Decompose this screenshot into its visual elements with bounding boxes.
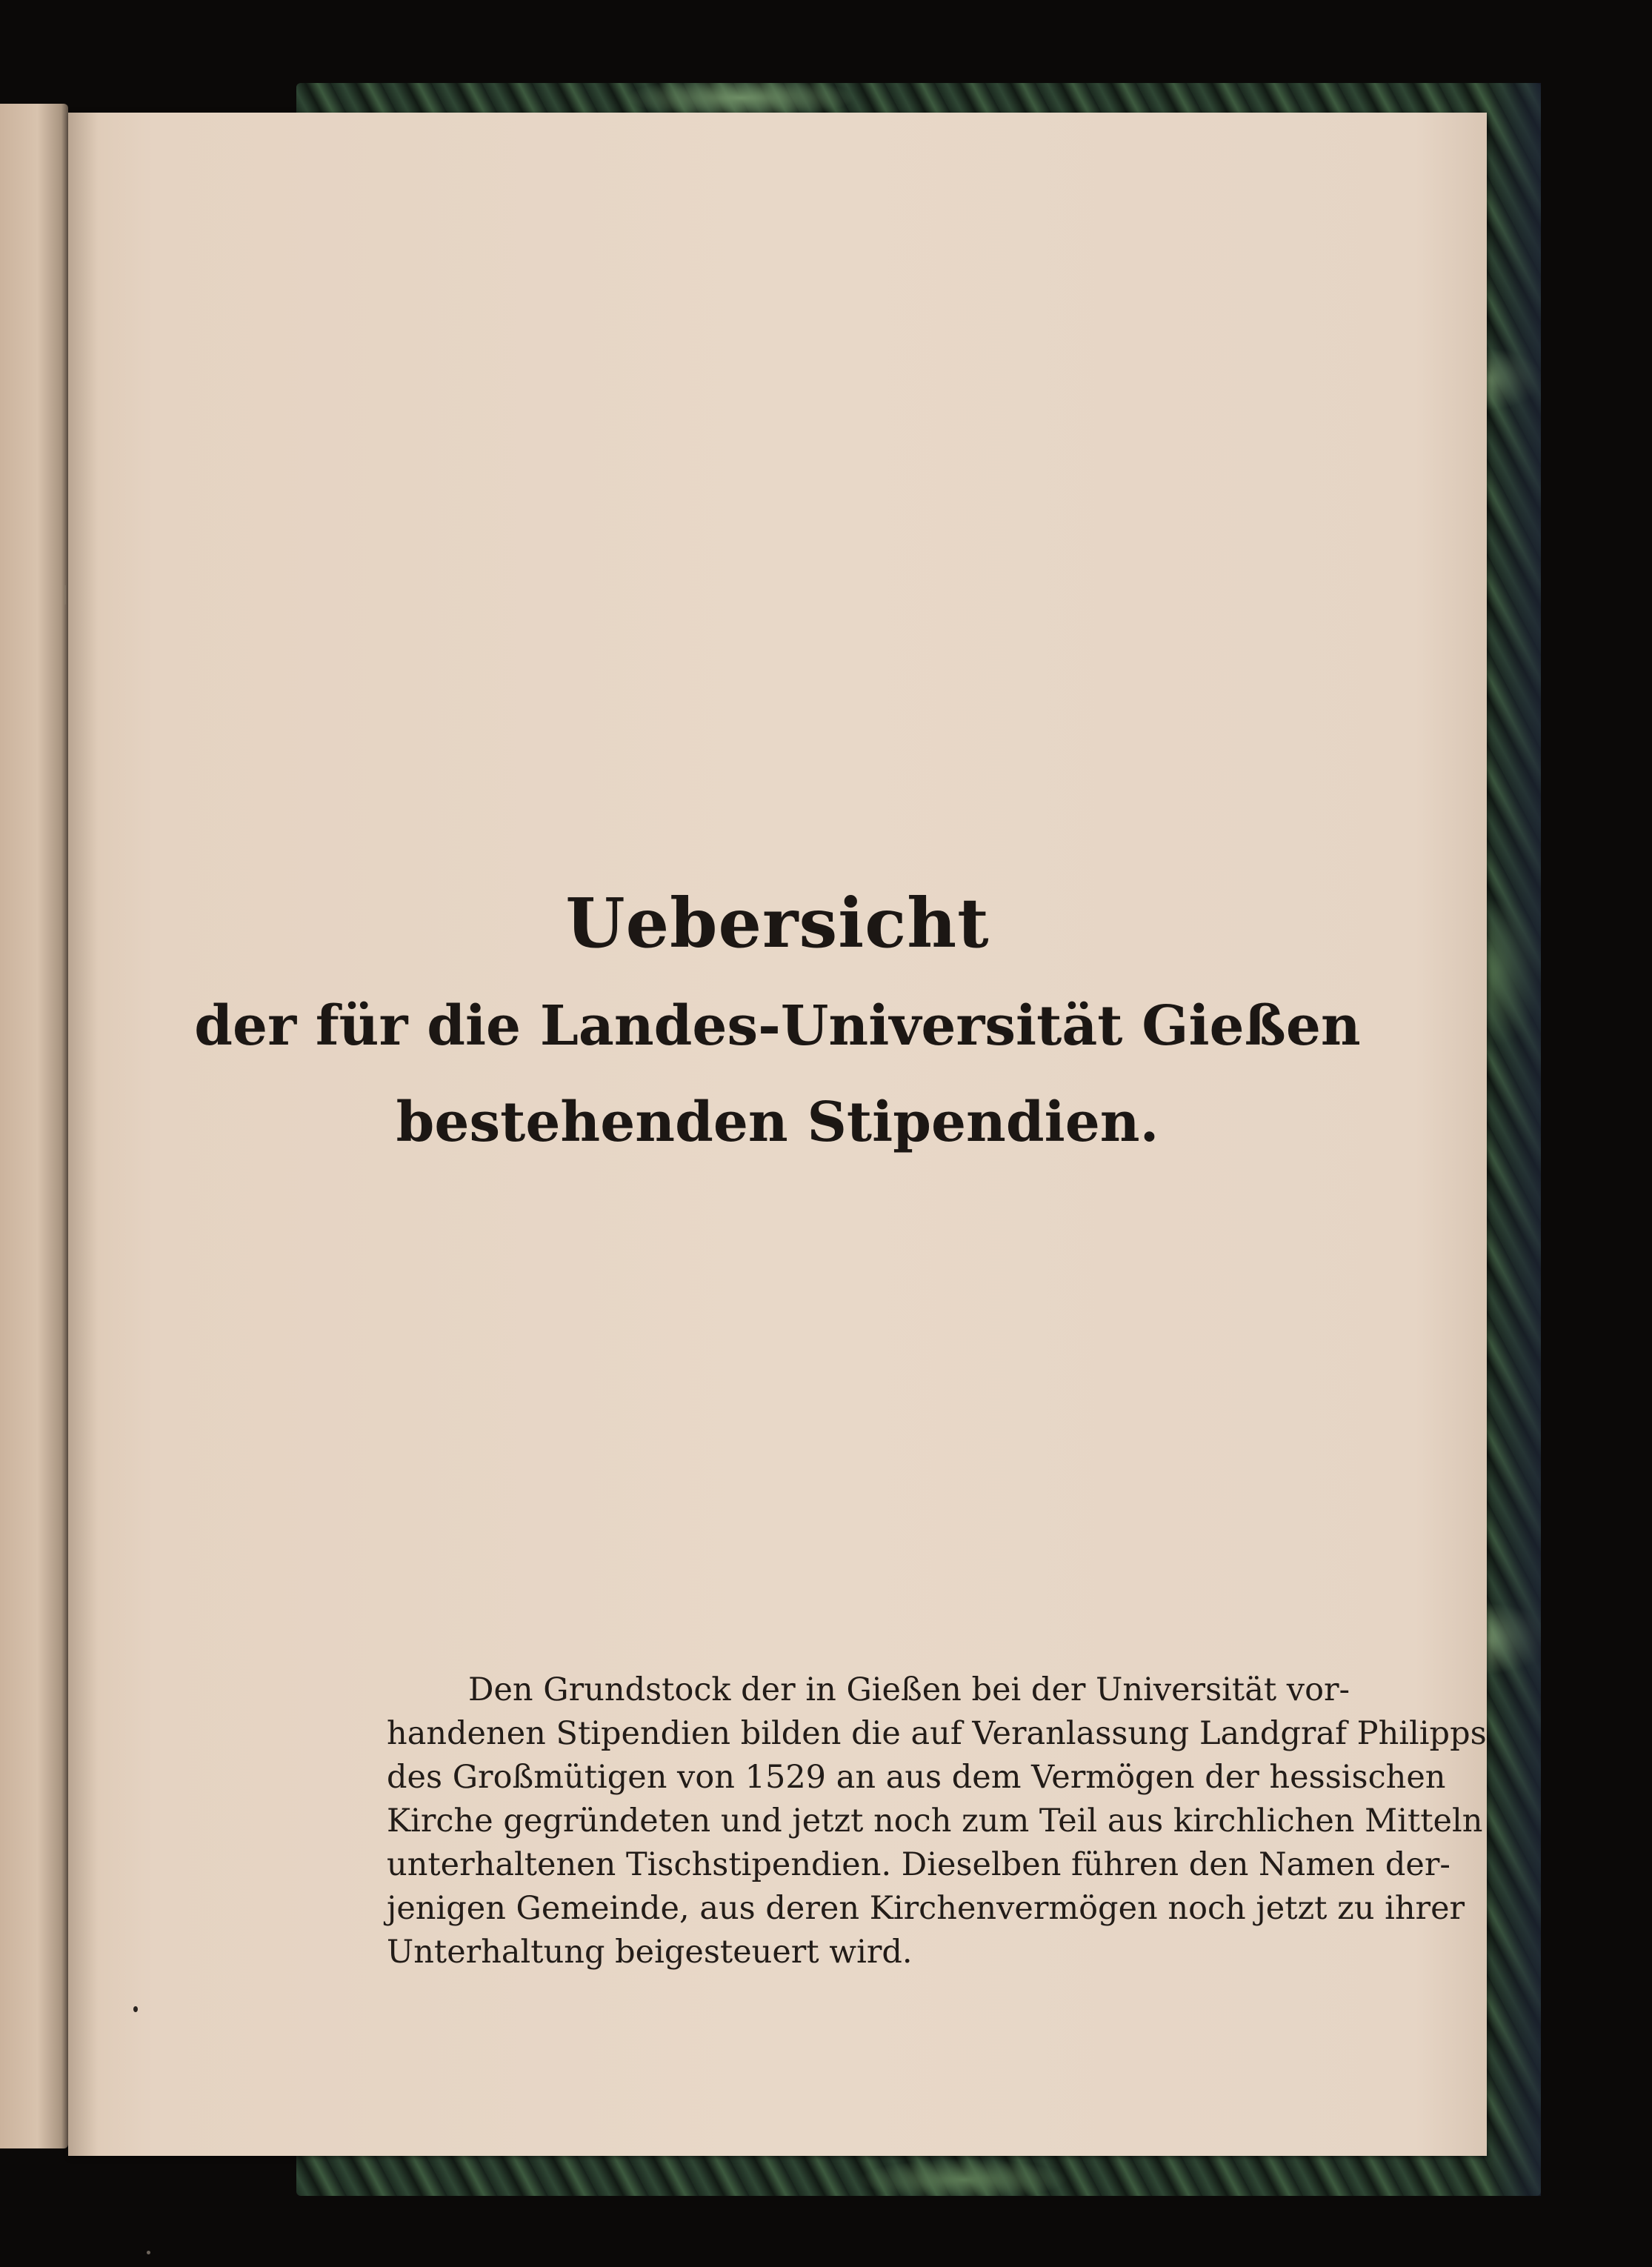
paragraph-line: Kirche gegründeten und jetzt noch zum Teil aus kirchlichen Mitteln <box>387 1802 1483 1840</box>
page-subtitle-line-2: bestehenden Stipendien. <box>396 1091 1159 1154</box>
paragraph-line: des Großmütigen von 1529 an aus dem Vermögen der hessischen <box>387 1759 1446 1796</box>
dust-speck <box>147 2251 150 2254</box>
cover-edge-shadow <box>1489 83 1541 2196</box>
page-subtitle-line-1: der für die Landes-Universität Gießen <box>194 994 1361 1058</box>
paragraph-line: unterhaltenen Tischstipendien. Dieselben führen den Namen der- <box>387 1846 1451 1883</box>
ink-spot <box>133 2006 138 2012</box>
left-page-mark <box>64 585 66 605</box>
page-title: Uebersicht <box>565 883 990 963</box>
paragraph-line: handenen Stipendien bilden die auf Veranlassung Landgraf Philipps <box>387 1715 1487 1752</box>
paragraph-line: Unterhaltung beigesteuert wird. <box>387 1934 913 1971</box>
paragraph-line: Den Grundstock der in Gießen bei der Universität vor- <box>468 1671 1350 1708</box>
left-page-edge <box>0 104 68 2148</box>
paragraph-line: jenigen Gemeinde, aus deren Kirchenvermögen noch jetzt zu ihrer <box>387 1890 1465 1927</box>
body-paragraph <box>387 1668 1487 1974</box>
book-page <box>68 113 1487 2156</box>
